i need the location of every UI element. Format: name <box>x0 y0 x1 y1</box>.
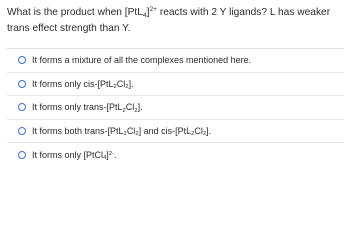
radio-button-icon[interactable] <box>18 56 26 64</box>
label-text: ] <box>106 149 109 160</box>
question-text <box>7 5 343 37</box>
radio-button-icon[interactable] <box>18 127 26 135</box>
answer-option-label <box>32 126 211 136</box>
subscript: 2 <box>191 131 195 138</box>
subscript: 2 <box>134 107 138 114</box>
answer-options <box>0 49 350 167</box>
superscript: 2- <box>108 150 114 157</box>
label-text: ]. <box>206 125 212 136</box>
subscript: 2 <box>202 131 207 138</box>
answer-option-label <box>32 150 117 160</box>
label-text: It forms only cis-[PtL <box>32 78 114 89</box>
answer-option-3[interactable] <box>7 96 344 120</box>
question-subscript: 4 <box>142 11 147 19</box>
label-text: It forms only trans-[PtL <box>32 102 123 113</box>
question-text-part: reacts with 2 Y ligands? L has weaker trans effect strength than Y. <box>7 7 331 34</box>
question-text-part: What is the product when [PtL <box>7 7 143 18</box>
answer-option-label <box>32 102 143 112</box>
label-text: . <box>114 149 117 160</box>
question-text-part: ] <box>146 7 150 18</box>
answer-option-1[interactable] <box>7 49 344 73</box>
answer-option-label <box>32 55 251 65</box>
subscript: 2 <box>123 131 127 138</box>
label-text: It forms only [PtCl <box>32 149 104 160</box>
label-text: Cl <box>126 125 136 136</box>
label-text: Cl <box>116 78 126 89</box>
label-text: It forms a mixture of all the complexes mentioned here. <box>32 55 252 66</box>
subscript: 2 <box>125 84 129 91</box>
radio-button-icon[interactable] <box>18 151 26 159</box>
label-text: Cl <box>125 102 135 113</box>
subscript: 4 <box>103 155 107 162</box>
subscript: 2 <box>135 131 139 138</box>
label-text: It forms both trans-[PtL <box>32 125 124 136</box>
radio-button-icon[interactable] <box>18 103 26 111</box>
subscript: 2 <box>113 84 117 91</box>
label-text: ]. <box>137 102 143 113</box>
answer-option-label <box>32 79 134 89</box>
label-text: ]. <box>128 78 134 89</box>
label-text: ] and cis-[PtL <box>138 125 192 136</box>
answer-option-4[interactable] <box>7 120 344 144</box>
answer-option-5[interactable] <box>7 143 344 167</box>
radio-button-icon[interactable] <box>18 80 26 88</box>
subscript: 2 <box>122 107 126 114</box>
label-text: Cl <box>194 125 203 136</box>
question-superscript: 2+ <box>149 6 157 14</box>
answer-option-2[interactable] <box>7 73 344 97</box>
